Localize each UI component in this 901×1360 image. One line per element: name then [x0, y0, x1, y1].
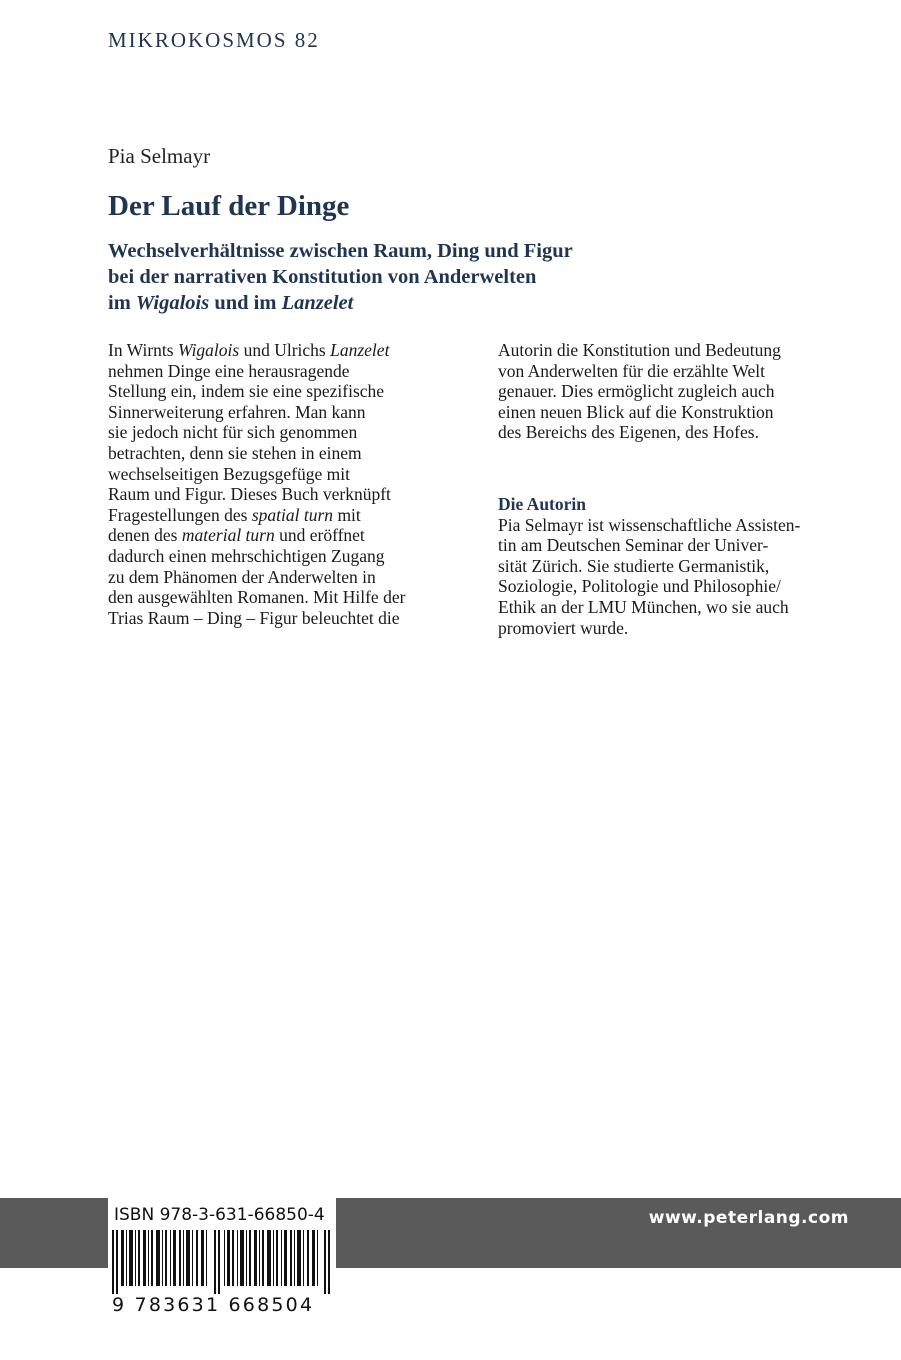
subtitle-work-title: Wigalois	[135, 292, 210, 314]
about-author-line: promoviert wurde.	[498, 617, 629, 638]
blurb-line: einen neuen Blick auf die Konstruktion	[498, 401, 774, 422]
blurb-line: betrachten, denn sie stehen in einem	[108, 442, 362, 463]
subtitle-line	[108, 290, 728, 316]
about-author-line: Soziologie, Politologie und Philosophie/	[498, 576, 781, 597]
blurb-line: von Anderwelten für die erzählte Welt	[498, 360, 765, 381]
barcode-box	[108, 1196, 336, 1324]
blurb-text: In Wirnts	[108, 340, 178, 360]
blurb-italic: spatial turn	[251, 504, 334, 525]
blurb-line: nehmen Dinge eine herausragende	[108, 360, 350, 381]
blurb-line: Sinnerweiterung erfahren. Man kann	[108, 401, 366, 422]
blurb-line	[108, 340, 478, 361]
blurb-line: Raum und Figur. Dieses Buch verknüpft	[108, 484, 391, 505]
blurb-line: den ausgewählten Romanen. Mit Hilfe der	[108, 587, 406, 608]
blurb-text: und eröffnet	[274, 525, 365, 546]
book-subtitle	[108, 238, 728, 316]
blurb-line: Stellung ein, indem sie eine spezifische	[108, 381, 385, 402]
series-title: MIKROKOSMOS 82	[108, 28, 320, 52]
blurb-text: und Ulrichs	[239, 340, 331, 360]
subtitle-line: Wechselverhältnisse zwischen Raum, Ding und Figur	[108, 240, 573, 262]
publisher-website: www.peterlang.com	[648, 1208, 849, 1228]
blurb-line: zu dem Phänomen der Anderwelten in	[108, 566, 376, 587]
about-author-line: Ethik an der LMU München, wo sie auch	[498, 596, 789, 617]
book-title: Der Lauf der Dinge	[108, 190, 350, 222]
author-name: Pia Selmayr	[108, 144, 211, 168]
subtitle-line: bei der narrativen Konstitution von Anderwelten	[108, 266, 537, 288]
blurb-line: dadurch einen mehrschichtigen Zugang	[108, 545, 385, 566]
blurb-line	[108, 505, 478, 526]
subtitle-work-title: Lanzelet	[281, 292, 354, 314]
isbn-label: ISBN 978-3-631-66850-4	[114, 1205, 325, 1225]
about-author-section	[498, 494, 858, 638]
subtitle-text: und im	[209, 292, 282, 314]
blurb-italic: Lanzelet	[330, 340, 390, 360]
blurb-line: Trias Raum – Ding – Figur beleuchtet die	[108, 607, 400, 628]
about-author-heading: Die Autorin	[498, 494, 586, 514]
blurb-line: genauer. Dies ermöglicht zugleich auch	[498, 381, 775, 402]
blurb-line	[108, 525, 478, 546]
about-author-line: sität Zürich. Sie studierte Germanistik,	[498, 555, 770, 576]
subtitle-text: im	[108, 292, 136, 314]
about-author-line: tin am Deutschen Seminar der Univer-	[498, 535, 769, 556]
about-author-line: Pia Selmayr ist wissenschaftliche Assisten-	[498, 514, 801, 535]
blurb-italic: material turn	[181, 525, 275, 546]
barcode-number: 9 783631 668504	[112, 1294, 315, 1316]
blurb-line: sie jedoch nicht für sich genommen	[108, 422, 358, 443]
blurb-text: mit	[333, 504, 361, 525]
blurb-line: Autorin die Konstitution und Bedeutung	[498, 340, 781, 360]
blurb-text: denen des	[108, 525, 182, 546]
blurb-right-column	[498, 340, 858, 443]
blurb-line: des Bereichs des Eigenen, des Hofes.	[498, 422, 759, 443]
blurb-text: Fragestellungen des	[108, 504, 252, 525]
blurb-left-column	[108, 340, 478, 628]
barcode-icon	[112, 1230, 332, 1294]
blurb-italic: Wigalois	[177, 340, 240, 360]
blurb-line: wechselseitigen Bezugsgefüge mit	[108, 463, 351, 484]
